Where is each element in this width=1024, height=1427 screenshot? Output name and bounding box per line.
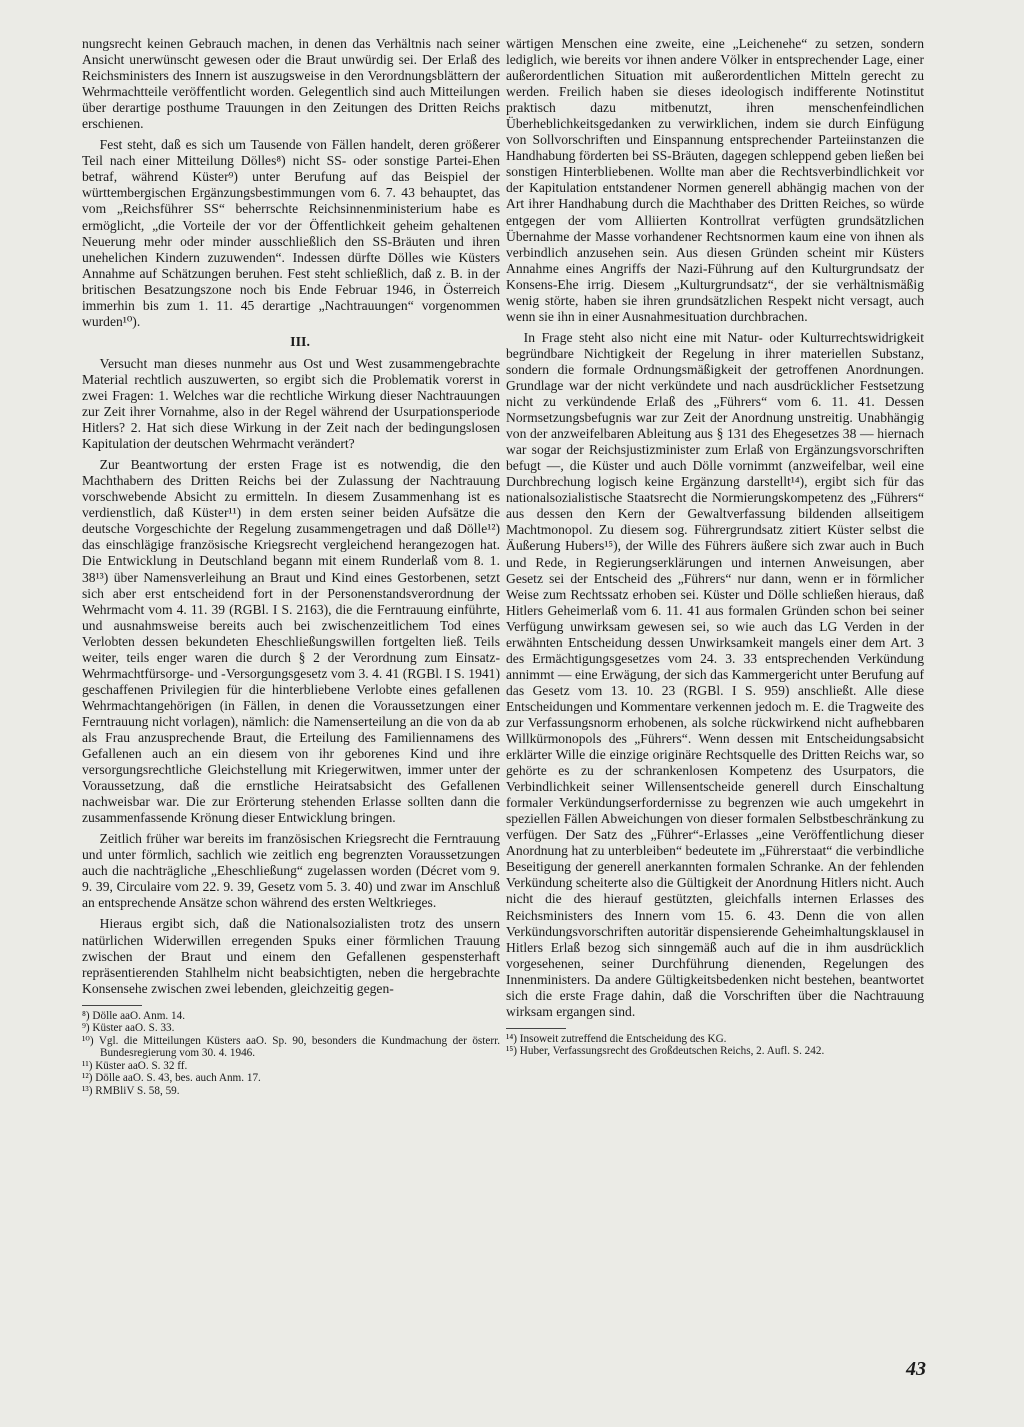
paragraph: wärtigen Menschen eine zweite, eine „Leichenehe“ zu setzen, sondern lediglich, wie bereits vor ihnen andere Völker in entsprechender Lage, einer außerordentlichen Situation mit außerordentlichen Mitteln gerecht zu werden. Freilich haben sie dieses ideologisch indifferente Notinstitut praktisch dazu mitbenutzt, ihren menschenfeindlichen Überheblichkeitsgedanken zu verwirklichen, indem sie durch Einfügung von Sollvorschriften und Einspannung entsprechender Parteiinstanzen die Handhabung förderten bei SS-Bräuten, dagegen schleppend geben ließen bei sonstigen Hinterbliebenen. Wollte man aber die Rechtsverbindlichkeit vor der Kapitulation entstandener Normen generell abhängig machen von der Art ihrer Handhabung durch die Machthaber des Dritten Reiches, so würde entgegen der vom Alliierten Kontrollrat verfügten grundsätzlichen Übernahme der Masse vorhandener Rechtsnormen kaum eine von ihnen als verbindlich anzusehen sein. Aus diesen Gründen scheint mir Küsters Annahme eines Angriffs der Nazi-Führung auf den Kulturgrundsatz der Konsens-Ehe irrig. Diesem „Kulturgrundsatz“, der sie verhältnismäßig wenig störte, haben sie ihren grundsätzlichen Respekt nicht versagt, auch wenn sie ihn in einer Ausnahmesituation durchbrachen. <box>506 36 924 324</box>
footnote: ¹²) Dölle aaO. S. 43, bes. auch Anm. 17. <box>82 1072 261 1085</box>
footnote-divider <box>506 1028 566 1029</box>
footnote-divider <box>82 1005 142 1006</box>
paragraph: Zeitlich früher war bereits im französischen Kriegsrecht die Ferntrauung und unter förmlich, sachlich wie zeitlich eng begrenzten Voraussetzungen auch die nachträgliche „Eheschließung“ zugelassen worden (Décret vom 9. 9. 39, Circulaire vom 22. 9. 39, Gesetz vom 5. 3. 40) und zwar im Anschluß an entsprechende Ansätze schon während des ersten Weltkrieges. <box>82 831 500 911</box>
paragraph: Hieraus ergibt sich, daß die Nationalsozialisten trotz des unsern natürlichen Widerwillen erregenden Spuks einer förmlichen Trauung zwischen der Braut und einem den Gefallenen gespensterhaft repräsentierenden Stahlhelm nicht beabsichtigten, neben die hergebrachte Konsensehe zwischen zwei lebenden, gleichzeitig gegen- <box>82 916 500 996</box>
footnote: ¹⁵) Huber, Verfassungsrecht des Großdeutschen Reichs, 2. Aufl. S. 242. <box>506 1045 825 1058</box>
footnote: ¹³) RMBliV S. 58, 59. <box>82 1084 180 1097</box>
section-heading: III. <box>290 334 311 350</box>
right-column <box>506 36 924 1058</box>
footnotes <box>506 1033 924 1058</box>
footnote: ¹⁰) Vgl. die Mitteilungen Küsters aaO. Sp. 90, besonders die Kundmachung der österr. Bundesregierung vom 30. 4. 1946. <box>82 1034 500 1060</box>
footnote: ¹¹) Küster aaO. S. 32 ff. <box>82 1059 188 1072</box>
footnote: ⁹) Küster aaO. S. 33. <box>82 1022 175 1035</box>
left-column <box>82 36 500 1097</box>
footnote: ¹⁴) Insoweit zutreffend die Entscheidung des KG. <box>506 1032 727 1045</box>
footnote: ⁸) Dölle aaO. Anm. 14. <box>82 1009 186 1022</box>
paragraph: In Frage steht also nicht eine mit Natur- oder Kulturrechtswidrigkeit begründbare Nichtigkeit der Regelung in ihrer materiellen Substanz, sondern die formale Ordnungsmäßigkeit der getroffenen Anordnungen. Grundlage war der nicht verkündete und nach ausdrücklicher Festsetzung nicht zu verkündende Erlaß des „Führers“ vom 6. 11. 41. Dessen Normsetzungsbefugnis war zur Zeit der Anordnung unstreitig. Unabhängig von der anzweifelbaren Ableitung aus § 131 des Ehegesetzes 38 — hiernach war sogar der Reichsjustizminister zum Erlaß von Ergänzungsvorschriften befugt —, die Küster und auch Dölle vornimmt (anzweifelbar, weil eine Durchbrechung logisch keine Ergänzung darstellt¹⁴), ergibt sich für das nationalsozialistische Staatsrecht die Normierungskompetenz des „Führers“ aus dessen den Kern der Gewaltverfassung bildenden allseitigem Machtmonopol. Zu diesem sog. Führergrundsatz zitiert Küster selbst die Äußerung Hubers¹⁵), der Wille des Führers äußere sich zwar auch in Buch und Rede, in Regierungserklärungen und internen Anweisungen, aber Gesetz sei der Entscheid des „Führers“ nur dann, wenn er in förmlicher Weise zum Rechtssatz erhoben sei. Küster und Dölle schließen hieraus, daß Hitlers Geheimerlaß vom 6. 11. 41 aus formalen Gründen schon bei seiner Verfügung unwirksam gewesen sei, so wie auch das LG Verden in der erwähnten Entscheidung dessen Unwirksamkeit mangels einer dem Art. 3 des Ermächtigungsgesetzes vom 24. 3. 33 entsprechenden Verkündung annimmt — eine Erwägung, der sich das Kammergericht unter Berufung auf das Gesetz vom 13. 10. 23 (RGBl. I S. 959) anschließt. Alle diese Entscheidungen und Kommentare verkennen jedoch m. E. die Tragweite des zur Verfassungsnorm erhobenen, als solche rückwirkend nicht aufhebbaren Willkürmonopols des „Führers“. Wenn dessen mit Entscheidungsabsicht erklärter Wille die einzige originäre Rechtsquelle des Dritten Reichs war, so gehörte es zu der schrankenlosen Kompetenz des Usurpators, die Verbindlichkeit seiner Willensentscheide generell durch Einschaltung formaler Verkündungserfordernisse zu begrenzen wie auch umgekehrt in speziellen Fällen Abweichungen von dieser formalen Selbstbeschränkung zu verfügen. Der Satz des „Führer“-Erlasses „eine Veröffentlichung dieser Anordnung hat zu unterbleiben“ bedeutete im „Führerstaat“ die verbindliche Beseitigung der generell anerkannten formalen Schranke. An der fehlenden Verkündung scheiterte also die Gültigkeit der Anordnung Hitlers nicht. Auch nicht die des hierauf gestützten, gleichfalls internen Erlasses des Reichsministers des Innern vom 15. 6. 43. Denn die von allen Verkündungsvorschriften autoritär dispensierende Geheimhaltungsklausel in Hitlers Erlaß bezog sich sinngemäß auch auf die in ihm ausdrücklich vorgesehenen, seiner Durchführung dienenden, Regelungen des Innenministers. Da andere Gültigkeitsbedenken nicht bestehen, beantwortet sich die erste Frage dahin, daß die Vorschriften über die Nachtrauung wirksam ergangen sind. <box>506 329 924 1019</box>
paragraph: Versucht man dieses nunmehr aus Ost und West zusammengebrachte Material rechtlich auszuwerten, so ergibt sich die Problematik vorerst in zwei Fragen: 1. Welches war die rechtliche Wirkung dieser Nachtrauungen zur Zeit ihrer Vornahme, also in der Regel während der Usurpationsperiode Hitlers? 2. Hat sich diese Wirkung in der Zeit nach der bedingungslosen Kapitulation der deutschen Wehrmacht verändert? <box>82 355 500 452</box>
paragraph: Fest steht, daß es sich um Tausende von Fällen handelt, deren größerer Teil nach einer Mitteilung Dölles⁸) nicht SS- oder sonstige Partei-Ehen betraf, während Küster⁹) unter Berufung auf das Beispiel der württembergischen Ergänzungsbestimmungen vom 6. 7. 43 behauptet, das vom „Reichsführer SS“ beherrschte Reichsinnenministerium habe es ermöglicht, „die Vorteile der vor der Öffentlichkeit geheim gehaltenen Neuerung mehr oder minder ausschließlich den SS-Bräuten und ihren unehelichen Kindern zuzuwenden“. Indessen dürfte Dölles wie Küsters Annahme auf Schätzungen beruhen. Fest steht schließlich, daß z. B. in der britischen Besatzungszone noch bis Ende Februar 1946, in Österreich immerhin bis zum 1. 11. 45 derartige „Nachtrauungen“ vorgenommen wurden¹⁰). <box>82 137 500 329</box>
paragraph: Zur Beantwortung der ersten Frage ist es notwendig, die den Machthabern des Dritten Reichs bei der Zulassung der Nachtrauung vorschwebende Absicht zu ermitteln. In diesem Zusammenhang ist es verdienstlich, daß Küster¹¹) in dem ersten seiner beiden Aufsätze die deutsche Vorgeschichte der Regelung zusammengetragen und daß Dölle¹²) das einschlägige französische Kriegsrecht vergleichend herangezogen hat. Die Entwicklung in Deutschland begann mit einem Runderlaß vom 8. 1. 38¹³) über Namensverleihung an Braut und Kind eines Gestorbenen, setzt sich aber erst entscheidend fort in der Personenstandsverordnung der Wehrmacht vom 4. 11. 39 (RGBl. I S. 2163), die die Ferntrauung einführte, und ausnahmsweise bereits auch bei zwischenzeitlichem Tod eines Verlobten dessen bekundeten Eheschließungswillen fortgelten ließ. Teils weiter, teils enger waren die durch § 2 der Verordnung zum Einsatz-Wehrmachtfürsorge- und -Versorgungsgesetz vom 3. 4. 41 (RGBl. I S. 1941) geschaffenen Privilegien für die hinterbliebene Verlobte eines gefallenen Wehrmachtangehörigen (in Fällen, in denen die Voraussetzungen einer Ferntrauung nicht vorlagen), nämlich: die Namenserteilung an die von da ab als Frau anzusprechende Braut, die Erteilung des Familiennamens des Gefallenen auch an ein diesem von ihr geborenes Kind und ihre versorgungsrechtliche Gleichstellung mit Kriegerwitwen, immer unter der Voraussetzung, daß die ernstliche Heiratsabsicht des Gefallenen nachweisbar war. Die zur Erörterung stehenden Erlasse sollten dann die zusammenfassende Krönung dieser Entwicklung bringen. <box>82 457 500 826</box>
paragraph: nungsrecht keinen Gebrauch machen, in denen das Verhältnis nach seiner Ansicht unerwünscht gewesen oder die Braut unwürdig sei. Der Erlaß des Reichsministers des Innern ist auszugsweise in den Verordnungsblättern der Wehrmachtteile veröffentlicht worden. Gelegentlich sind auch Mitteilungen über derartige posthume Trauungen in den Zeitungen des Dritten Reichs erschienen. <box>82 36 500 132</box>
footnotes <box>82 1010 500 1098</box>
page-number: 43 <box>906 1358 926 1380</box>
